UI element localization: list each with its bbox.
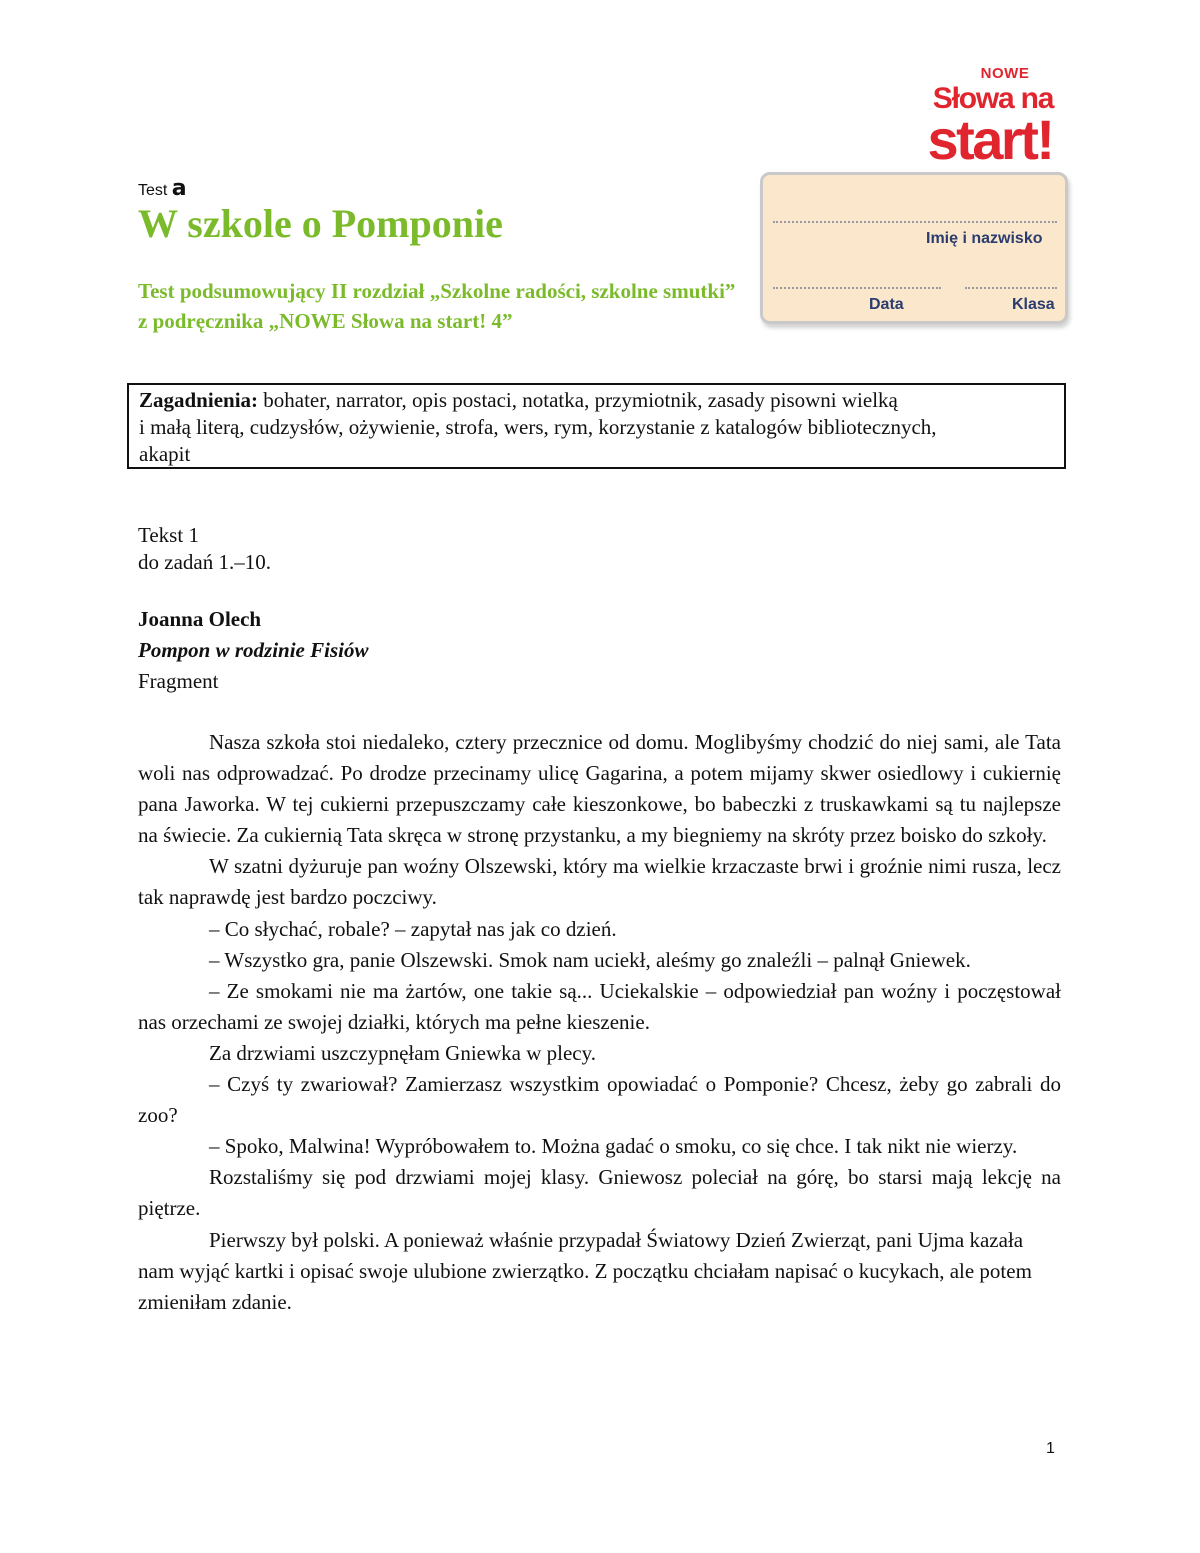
text-reference bbox=[138, 522, 271, 576]
story-paragraph: – Co słychać, robale? – zapytał nas jak co dzień. bbox=[209, 916, 617, 941]
story-paragraph: – Spoko, Malwina! Wypróbowałem to. Można gadać o smoku, co się chce. I tak nikt nie wierzy. bbox=[209, 1134, 1018, 1159]
story-paragraph: – Czyś ty zwariował? Zamierzasz wszystkim opowiadać o Pomponie? Chcesz, żeby go zabrali do zoo? bbox=[138, 1072, 1061, 1128]
topics-label: Zagadnienia: bbox=[139, 388, 259, 412]
date-dotted-line[interactable] bbox=[773, 287, 941, 289]
test-label bbox=[138, 176, 187, 201]
author-name: Joanna Olech bbox=[138, 607, 262, 631]
source-info bbox=[138, 604, 368, 697]
page-title: W szkole o Pomponie bbox=[138, 201, 503, 246]
student-info-card bbox=[760, 172, 1068, 324]
test-variant: a bbox=[171, 176, 187, 201]
story-paragraph: Nasza szkoła stoi niedaleko, cztery przecznice od domu. Moglibyśmy chodzić do niej sami, ale Tata woli nas odprowadzać. Po drodze przecinamy ulicę Gagarina, a potem mijamy skwer osiedlowy i cukiernię pana Jaworka. W tej cukierni przepuszczamy całe kieszonkowe, bo babeczki z truskawkami są tu najlepsze na świecie. Za cukiernią Tata skręca w stronę przystanku, a my biegniemy na skróty przez boisko do szkoły. bbox=[138, 730, 1061, 848]
topics-line-3: akapit bbox=[139, 442, 191, 466]
story-paragraph: Rozstaliśmy się pod drzwiami mojej klasy. Gniewosz poleciał na górę, bo starsi mają lekcję na piętrze. bbox=[138, 1165, 1061, 1221]
topics-line-2: i małą literą, cudzysłów, ożywienie, strofa, wers, rym, korzystanie z katalogów bibliotecznych, bbox=[139, 415, 937, 439]
topics-line-1-text: bohater, narrator, opis postaci, notatka, przymiotnik, zasady pisowni wielką bbox=[258, 388, 898, 412]
page-number: 1 bbox=[1046, 1440, 1055, 1457]
text-reference-range: do zadań 1.–10. bbox=[138, 550, 271, 574]
name-dotted-line[interactable] bbox=[773, 221, 1057, 223]
story-paragraph: Za drzwiami uszczypnęłam Gniewka w plecy. bbox=[209, 1040, 596, 1065]
story-paragraph: – Wszystko gra, panie Olszewski. Smok nam uciekł, aleśmy go znaleźli – palnął Gniewek. bbox=[209, 947, 971, 972]
work-title: Pompon w rodzinie Fisiów bbox=[138, 638, 369, 662]
name-label: Imię i nazwisko bbox=[926, 230, 1043, 247]
story-paragraph: – Ze smokami nie ma żartów, one takie są... Uciekalskie – odpowiedział pan woźny i poczęstował nas orzechami ze swojej działki, których ma pełne kieszenie. bbox=[138, 978, 1061, 1034]
page-subtitle: Test podsumowujący II rozdział „Szkolne radości, szkolne smutki” z podręcznika „NOWE Słowa na start! 4” bbox=[138, 279, 736, 333]
class-label: Klasa bbox=[1012, 296, 1055, 313]
topics-box bbox=[127, 383, 1066, 469]
story-paragraph: W szatni dyżuruje pan woźny Olszewski, który ma wielkie krzaczaste brwi i groźnie nimi rusza, lecz tak naprawdę jest bardzo poczciwy. bbox=[138, 854, 1061, 910]
class-dotted-line[interactable] bbox=[965, 287, 1057, 289]
nowe-slowa-na-start-logo bbox=[905, 64, 1075, 174]
topics-line-1 bbox=[139, 387, 1054, 414]
story-text bbox=[138, 727, 1061, 1318]
logo-line-start: start! bbox=[927, 108, 1053, 171]
date-label: Data bbox=[869, 296, 904, 313]
logo-line-nowe: NOWE bbox=[980, 65, 1030, 82]
logo-line-slowa-na: Słowa na bbox=[932, 82, 1054, 115]
text-reference-title: Tekst 1 bbox=[138, 523, 199, 547]
fragment-label: Fragment bbox=[138, 669, 219, 693]
test-word: Test bbox=[138, 182, 168, 199]
story-paragraph: Pierwszy był polski. A ponieważ właśnie przypadał Światowy Dzień Zwierząt, pani Ujma kazała nam wyjąć kartki i opisać swoje ulubione zwierzątko. Z początku chciałam napisać o kucykach, ale potem zmieniłam zdanie. bbox=[138, 1227, 1032, 1314]
